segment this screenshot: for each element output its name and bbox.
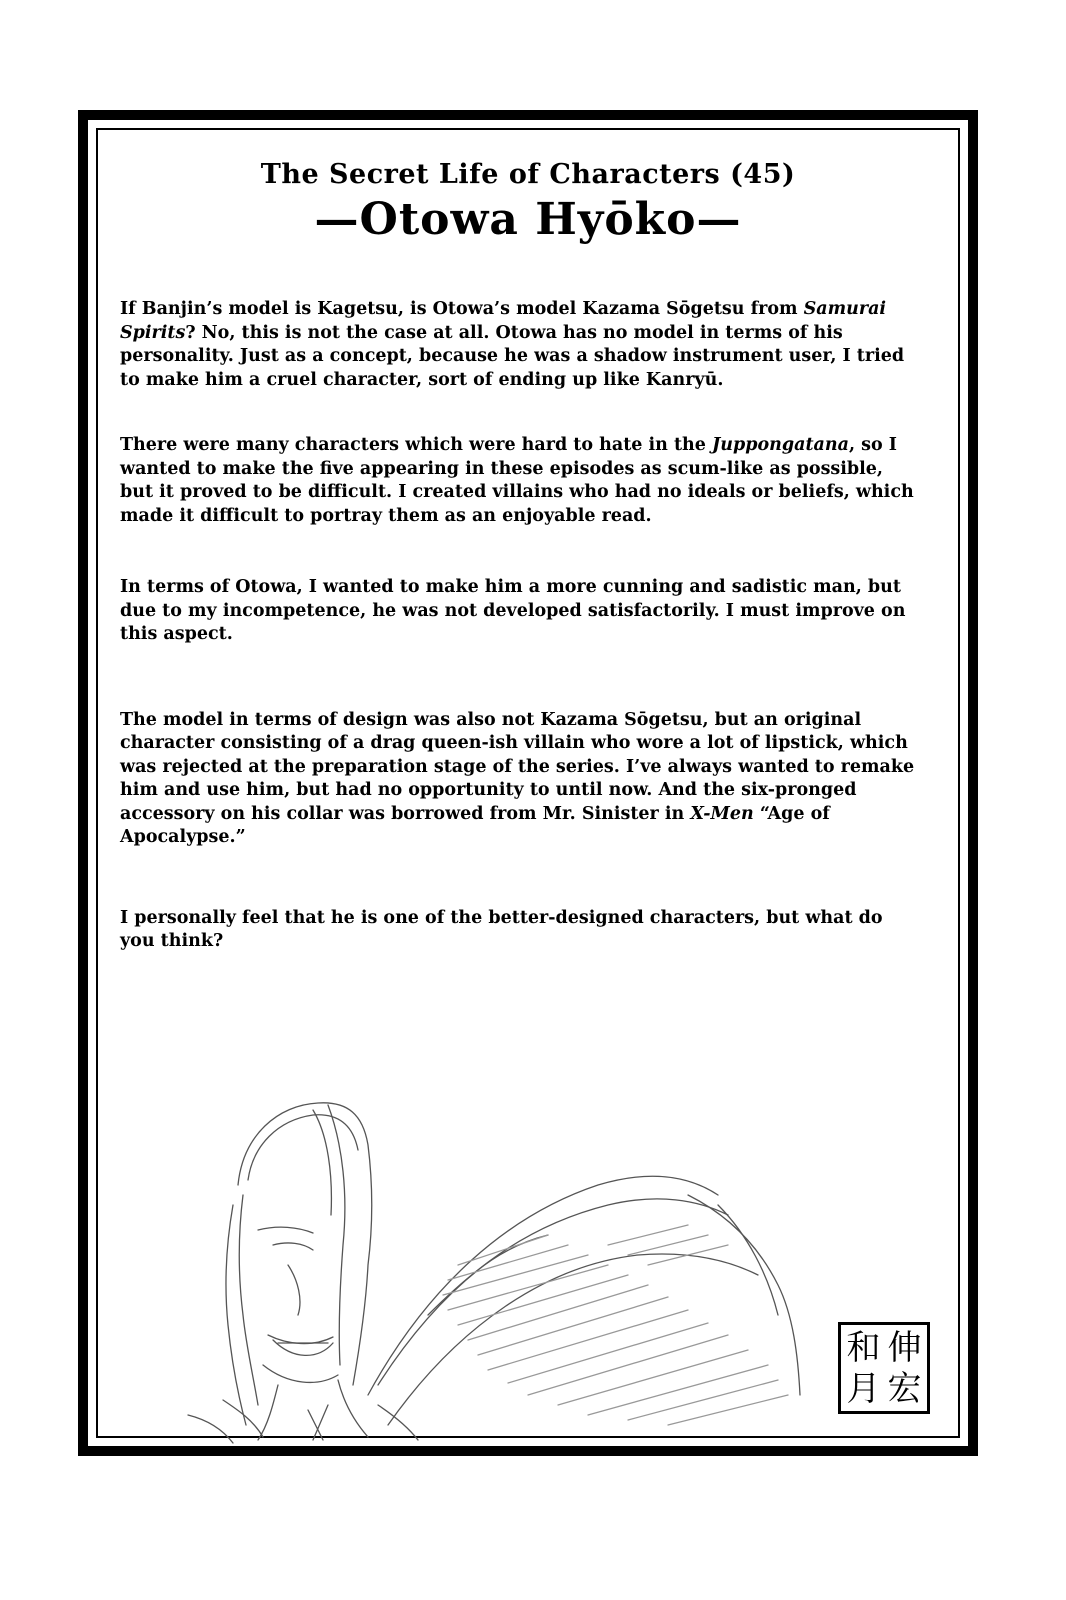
paragraph-5: I personally feel that he is one of the better-designed characters, but what do you think? [120,907,883,951]
paragraph-2-text-a: There were many characters which were hard to hate in the [120,435,713,455]
title-block [98,158,958,248]
author-seal-stamp [838,1322,930,1414]
paragraph-1-italic: Samurai Spirits [120,299,887,343]
body-text [120,298,918,954]
inner-frame [96,128,960,1438]
seal-char-1: 和 [846,1327,881,1368]
character-sketch-illustration [128,1065,888,1445]
seal-char-4: 宏 [887,1368,922,1409]
paragraph-3: In terms of Otowa, I wanted to make him a more cunning and sadistic man, but due to my incompetence, he was not developed satisfactorily. I must improve on this aspect. [120,577,906,644]
paragraph-2 [120,434,918,528]
paragraph-1-text-a: If Banjin’s model is Kagetsu, is Otowa’s model Kazama Sōgetsu from [120,299,804,319]
character-title: —Otowa Hyōko— [314,194,742,245]
paragraph-4-text-b: “Age of Apocalypse.” [120,803,830,847]
paragraph-1 [120,298,918,392]
paragraph-2-italic: Juppongatana [712,435,849,455]
seal-char-2: 伸 [887,1327,922,1368]
series-title: The Secret Life of Characters (45) [260,159,796,190]
paragraph-1-text-b: ? No, this is not the case at all. Otowa has no model in terms of his personality. Just as a concept, because he was a shadow instrument user, I tried to make him a cruel character, sort of ending up like Kanryū. [120,322,905,390]
paragraph-4-italic: X-Men [690,803,754,824]
paragraph-4 [120,709,918,850]
paragraph-2-text-b: , so I wanted to make the five appearing in these episodes as scum-like as possible, but it proved to be difficult. I created villains who had no ideals or beliefs, which made it difficult to portray them as an enjoyable read. [120,435,914,526]
seal-char-3: 月 [846,1368,881,1409]
paragraph-4-text-a: The model in terms of design was also not Kazama Sōgetsu, but an original character consisting of a drag queen-ish villain who wore a lot of lipstick, which was rejected at the preparation stage of the series. I’ve always wanted to remake him and use him, but had no opportunity to until now. And the six-pronged accessory on his collar was borrowed from Mr. Sinister in [120,709,915,824]
page-frame [78,110,978,1456]
